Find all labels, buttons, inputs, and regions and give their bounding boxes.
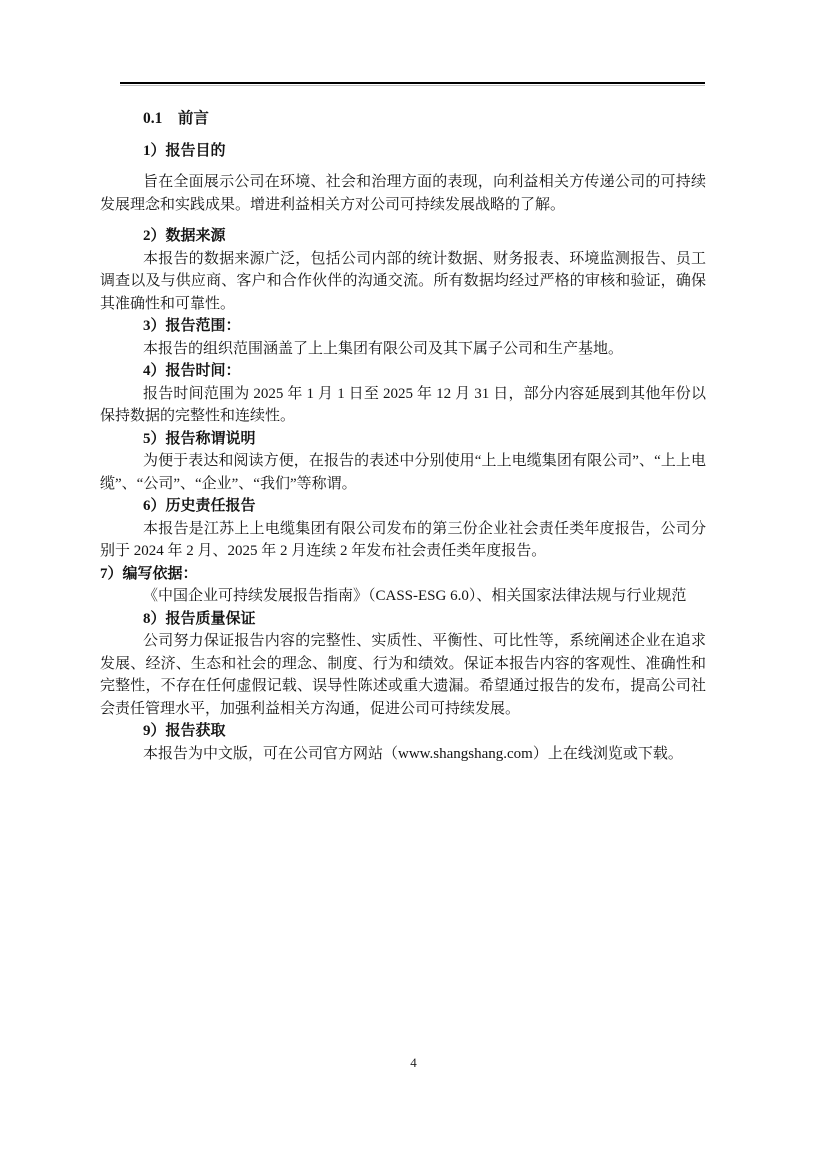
header-divider-rule (120, 82, 705, 84)
paragraph: 公司努力保证报告内容的完整性、实质性、平衡性、可比性等，系统阐述企业在追求发展、经济、生态和社会的理念、制度、行为和绩效。保证本报告内容的客观性、准确性和完整性，不存在任何虚假记载、误导性陈述或重大遗漏。希望通过报告的发布，提高公司社会责任管理水平，加强利益相关方沟通，促进公司可持续发展。 (100, 633, 706, 717)
section-title: 0.1 前言 (143, 110, 209, 127)
paragraph: 本报告为中文版，可在公司官方网站（www.shangshang.com）上在线浏览或下载。 (143, 745, 683, 762)
paragraph: 《中国企业可持续发展报告指南》（CASS-ESG 6.0）、相关国家法律法规与行业规范 (143, 588, 687, 604)
paragraph: 为便于表达和阅读方便，在报告的表述中分别使用“上上电缆集团有限公司”、“上上电缆”、“公司”、“企业”、“我们”等称谓。 (100, 453, 706, 492)
section-heading: 6）历史责任报告 (143, 498, 256, 514)
page-number: 4 (410, 1055, 417, 1070)
section-heading: 4）报告时间： (143, 363, 241, 379)
document-body (100, 100, 706, 765)
section-heading: 3）报告范围： (143, 318, 241, 334)
section-heading: 2）数据来源 (143, 228, 226, 244)
paragraph: 本报告的数据来源广泛，包括公司内部的统计数据、财务报表、环境监测报告、员工调查以及与供应商、客户和合作伙伴的沟通交流。所有数据均经过严格的审核和验证，确保其准确性和可靠性。 (100, 250, 706, 312)
paragraph: 报告时间范围为 2025 年 1 月 1 日至 2025 年 12 月 31 日，部分内容延展到其他年份以保持数据的完整性和连续性。 (100, 385, 706, 424)
section-heading: 7）编写依据： (100, 565, 198, 582)
paragraph: 本报告是江苏上上电缆集团有限公司发布的第三份企业社会责任类年度报告，公司分别于 2024 年 2 月、2025 年 2 月连续 2 年发布社会责任类年度报告。 (100, 520, 706, 559)
section-heading: 8）报告质量保证 (143, 610, 256, 627)
section-heading: 5）报告称谓说明 (143, 430, 256, 447)
paragraph: 本报告的组织范围涵盖了上上集团有限公司及其下属子公司和生产基地。 (143, 340, 624, 357)
section-heading: 1）报告目的 (143, 142, 226, 159)
section-heading: 9）报告获取 (143, 723, 226, 739)
paragraph: 旨在全面展示公司在环境、社会和治理方面的表现，向利益相关方传递公司的可持续发展理念和实践成果。增进利益相关方对公司可持续发展战略的了解。 (100, 174, 706, 213)
